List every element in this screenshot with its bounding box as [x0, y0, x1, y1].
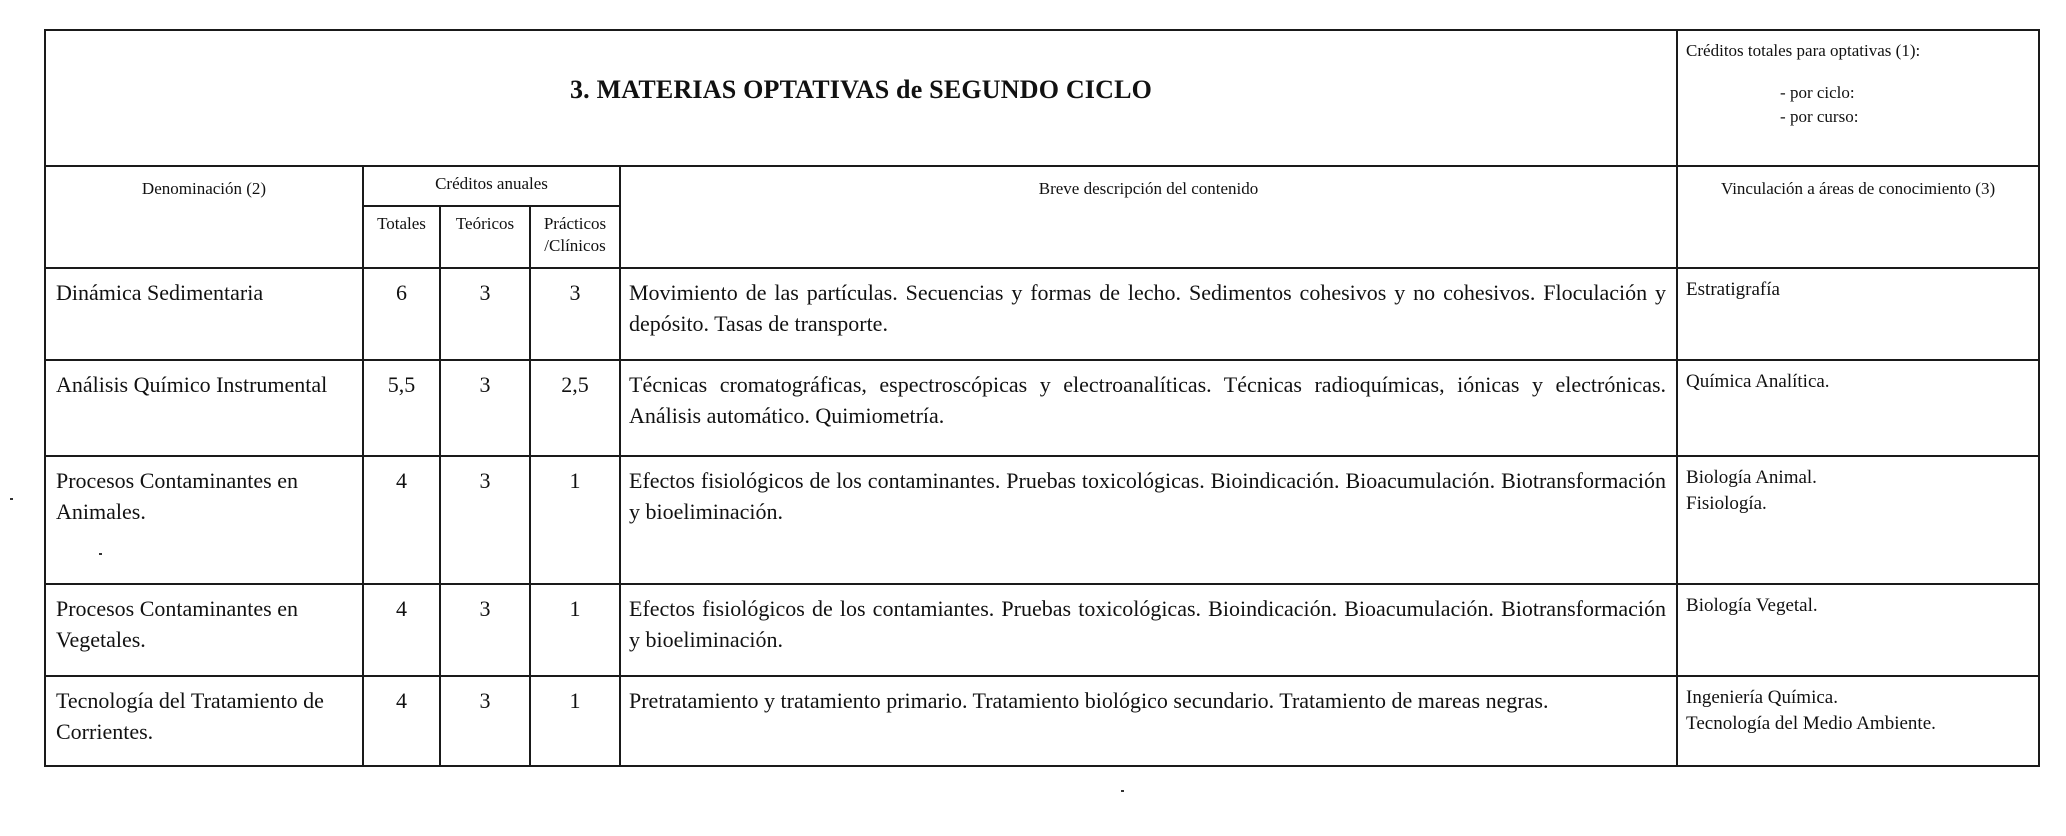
row-descripcion: Técnicas cromatográficas, espectroscópicas y electroanalíticas. Técnicas radioquímicas, iónicas y electrónicas. Análisis automático. Quimiometría.	[620, 360, 1677, 456]
area-item: Ingeniería Química.	[1686, 687, 1838, 708]
row-denominacion: Procesos Contaminantes en Animales.	[45, 456, 363, 584]
row-areas	[1677, 268, 2039, 360]
header-totales: Totales	[363, 206, 440, 268]
table-row	[45, 268, 2039, 360]
title-cell	[45, 30, 1677, 166]
area-item: Biología Vegetal.	[1686, 595, 1818, 616]
row-areas	[1677, 456, 2039, 584]
credits-por-curso: - por curso:	[1780, 107, 1859, 126]
row-teoricos: 3	[440, 268, 530, 360]
row-practicos: 1	[530, 584, 620, 676]
row-practicos: 3	[530, 268, 620, 360]
row-areas	[1677, 584, 2039, 676]
header-row-1	[45, 166, 2039, 206]
optativas-table	[44, 29, 2040, 767]
scan-speck	[99, 553, 102, 555]
table-row	[45, 360, 2039, 456]
header-creditos-anuales: Créditos anuales	[363, 166, 620, 206]
row-denominacion: Dinámica Sedimentaria	[45, 268, 363, 360]
header-descripcion: Breve descripción del contenido	[620, 166, 1677, 268]
header-denominacion: Denominación (2)	[45, 166, 363, 268]
row-totales: 4	[363, 584, 440, 676]
scan-speck	[10, 498, 13, 500]
row-teoricos: 3	[440, 456, 530, 584]
row-areas	[1677, 676, 2039, 766]
row-denominacion: Procesos Contaminantes en Vegetales.	[45, 584, 363, 676]
row-practicos: 1	[530, 676, 620, 766]
table-row	[45, 584, 2039, 676]
area-item: Estratigrafía	[1686, 279, 1780, 300]
row-practicos: 2,5	[530, 360, 620, 456]
table-row	[45, 676, 2039, 766]
credits-box-title: Créditos totales para optativas (1):	[1686, 41, 1921, 60]
area-item: Fisiología.	[1686, 493, 1767, 514]
row-denominacion: Tecnología del Tratamiento de Corrientes.	[45, 676, 363, 766]
area-item: Biología Animal.	[1686, 467, 1817, 488]
row-descripcion: Efectos fisiológicos de los contaminantes. Pruebas toxicológicas. Bioindicación. Bioacumulación. Biotransformación y bioeliminación.	[620, 456, 1677, 584]
row-teoricos: 3	[440, 360, 530, 456]
row-totales: 5,5	[363, 360, 440, 456]
area-item: Química Analítica.	[1686, 371, 1830, 392]
credits-box	[1677, 30, 2039, 166]
document-title: 3. MATERIAS OPTATIVAS de SEGUNDO CICLO	[569, 75, 1153, 104]
row-totales: 6	[363, 268, 440, 360]
row-totales: 4	[363, 456, 440, 584]
header-practicos: Prácticos /Clínicos	[530, 206, 620, 268]
title-row	[45, 30, 2039, 166]
row-practicos: 1	[530, 456, 620, 584]
row-descripcion: Movimiento de las partículas. Secuencias y formas de lecho. Sedimentos cohesivos y no cohesivos. Floculación y depósito. Tasas de transporte.	[620, 268, 1677, 360]
row-teoricos: 3	[440, 584, 530, 676]
row-denominacion: Análisis Químico Instrumental	[45, 360, 363, 456]
scan-speck	[1121, 790, 1124, 792]
row-descripcion: Efectos fisiológicos de los contamiantes. Pruebas toxicológicas. Bioindicación. Bioacumulación. Biotransformación y bioeliminación.	[620, 584, 1677, 676]
row-areas	[1677, 360, 2039, 456]
row-teoricos: 3	[440, 676, 530, 766]
table-row	[45, 456, 2039, 584]
header-teoricos: Teóricos	[440, 206, 530, 268]
header-vinculacion: Vinculación a áreas de conocimiento (3)	[1677, 166, 2039, 268]
credits-por-ciclo: - por ciclo:	[1780, 83, 1855, 102]
area-item: Tecnología del Medio Ambiente.	[1686, 713, 1936, 734]
row-descripcion: Pretratamiento y tratamiento primario. Tratamiento biológico secundario. Tratamiento de mareas negras.	[620, 676, 1677, 766]
row-totales: 4	[363, 676, 440, 766]
